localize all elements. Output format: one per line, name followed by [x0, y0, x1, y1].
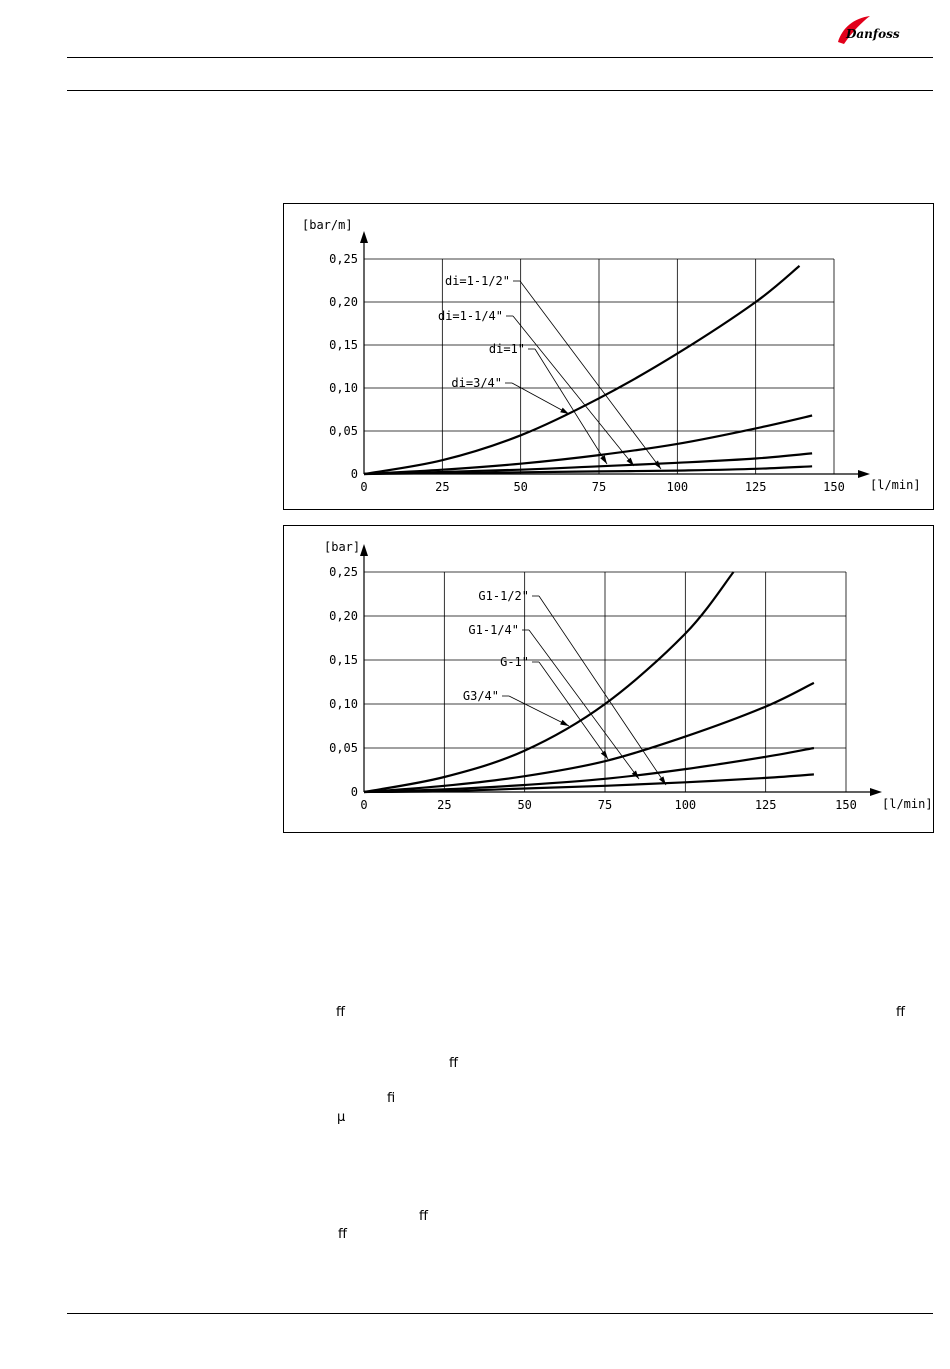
x-tick-label: 100: [674, 798, 697, 812]
x-tick-label: 150: [823, 480, 845, 494]
x-axis-arrow: [870, 788, 882, 796]
footer-rule: [67, 1313, 933, 1314]
chart-pressure-drop-per-meter: [283, 203, 934, 510]
x-tick-label: 0: [360, 798, 368, 812]
danfoss-logo: [832, 8, 932, 52]
x-tick-label: 0: [360, 480, 368, 494]
header-rule-top: [67, 57, 933, 58]
x-tick-label: 125: [754, 798, 777, 812]
y-axis-arrow: [360, 231, 368, 243]
leader-line: [535, 349, 607, 464]
chart1-svg: [284, 204, 933, 509]
y-tick-label: 0,15: [329, 653, 358, 667]
leader-line: [513, 316, 634, 466]
danfoss-logo-graphic: [832, 8, 932, 52]
y-tick-label: 0,05: [329, 424, 358, 438]
svg-text:Danfoss: Danfoss: [846, 27, 900, 41]
text-fragment: fi: [387, 1091, 396, 1106]
text-fragment: ff: [338, 1227, 347, 1242]
series-line: [364, 266, 800, 474]
y-tick-label: 0,10: [329, 697, 358, 711]
series-label: G1-1/4": [468, 623, 519, 637]
leader-arrowhead: [601, 751, 608, 760]
leader-line: [539, 596, 666, 785]
y-axis-label: [bar/m]: [302, 218, 353, 232]
y-tick-label: 0: [350, 467, 358, 481]
x-axis-arrow: [858, 470, 870, 478]
y-tick-label: 0,05: [329, 741, 358, 755]
y-axis-label: [bar]: [324, 540, 361, 554]
leader-arrowhead: [600, 455, 607, 464]
leader-line: [509, 696, 569, 726]
series-label: G3/4": [462, 689, 499, 703]
y-tick-label: 0: [350, 785, 358, 799]
y-tick-label: 0,25: [329, 252, 358, 266]
y-tick-label: 0,25: [329, 565, 358, 579]
x-tick-label: 125: [744, 480, 767, 494]
y-tick-label: 0,10: [329, 381, 358, 395]
text-fragment: ff: [449, 1056, 458, 1071]
x-tick-label: 75: [591, 480, 607, 494]
x-tick-label: 50: [517, 798, 532, 812]
series-label: G1-1/2": [478, 589, 529, 603]
text-fragment: ff: [336, 1005, 345, 1020]
leader-arrowhead: [560, 408, 569, 414]
series-label: di=1-1/4": [437, 309, 503, 323]
y-tick-label: 0,20: [329, 295, 358, 309]
x-tick-label: 75: [597, 798, 613, 812]
x-tick-label: 50: [513, 480, 528, 494]
x-axis-label: [l/min]: [870, 478, 921, 492]
chart2-svg: [284, 526, 933, 832]
x-tick-label: 25: [435, 480, 450, 494]
text-fragment: µ: [337, 1110, 346, 1125]
x-tick-label: 150: [835, 798, 857, 812]
y-tick-label: 0,20: [329, 609, 358, 623]
leader-line: [529, 630, 639, 779]
series-label: G-1": [500, 655, 529, 669]
x-axis-label: [l/min]: [882, 797, 933, 811]
series-label: di=3/4": [451, 376, 502, 390]
y-axis-arrow: [360, 544, 368, 556]
header-rule-bottom: [67, 90, 933, 91]
series-label: di=1-1/2": [444, 274, 510, 288]
x-tick-label: 25: [437, 798, 452, 812]
chart-pressure-drop-fittings: [283, 525, 934, 833]
leader-arrowhead: [560, 720, 569, 726]
text-fragment: ff: [896, 1005, 905, 1020]
text-fragment: ff: [419, 1209, 428, 1224]
x-tick-label: 100: [666, 480, 689, 494]
series-label: di=1": [488, 342, 525, 356]
y-tick-label: 0,15: [329, 338, 358, 352]
series-line: [364, 416, 812, 475]
series-line: [364, 683, 814, 792]
series-line: [364, 572, 734, 792]
